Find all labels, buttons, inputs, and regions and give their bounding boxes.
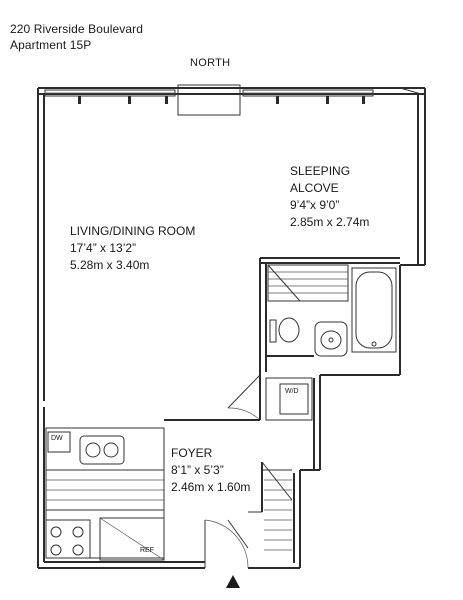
living-room-name: LIVING/DINING ROOM (70, 224, 196, 238)
living-dining-label (70, 223, 195, 274)
apartment-subtitle: Apartment 15P (10, 38, 92, 52)
sleeping-alcove-label (290, 163, 369, 231)
north-label: NORTH (190, 57, 231, 69)
outer-walls (38, 88, 425, 568)
foyer-dims-metric: 2.46m x 1.60m (171, 480, 251, 494)
living-room-dims-metric: 5.28m x 3.40m (70, 258, 150, 272)
sleeping-alcove-name-line2: ALCOVE (290, 181, 339, 195)
dishwasher-label: DW (51, 435, 63, 442)
foyer-label (171, 445, 250, 496)
washer-dryer-label: W/D (285, 388, 299, 395)
refrigerator-label: REF (140, 547, 154, 554)
north-windows (45, 85, 425, 115)
sleeping-alcove-dims-metric: 2.85m x 2.74m (290, 215, 370, 229)
address-title: 220 Riverside Boulevard (10, 22, 144, 36)
living-room-dims-imperial: 17’4” x 13’2” (70, 241, 137, 255)
sleeping-alcove-name-line1: SLEEPING (290, 164, 351, 178)
sleeping-alcove-dims-imperial: 9’4”x 9’0” (290, 198, 340, 212)
foyer-dims-imperial: 8’1” x 5’3” (171, 463, 224, 477)
washer-dryer-closet (266, 378, 312, 420)
bathroom (212, 258, 400, 420)
foyer-name: FOYER (171, 446, 213, 460)
